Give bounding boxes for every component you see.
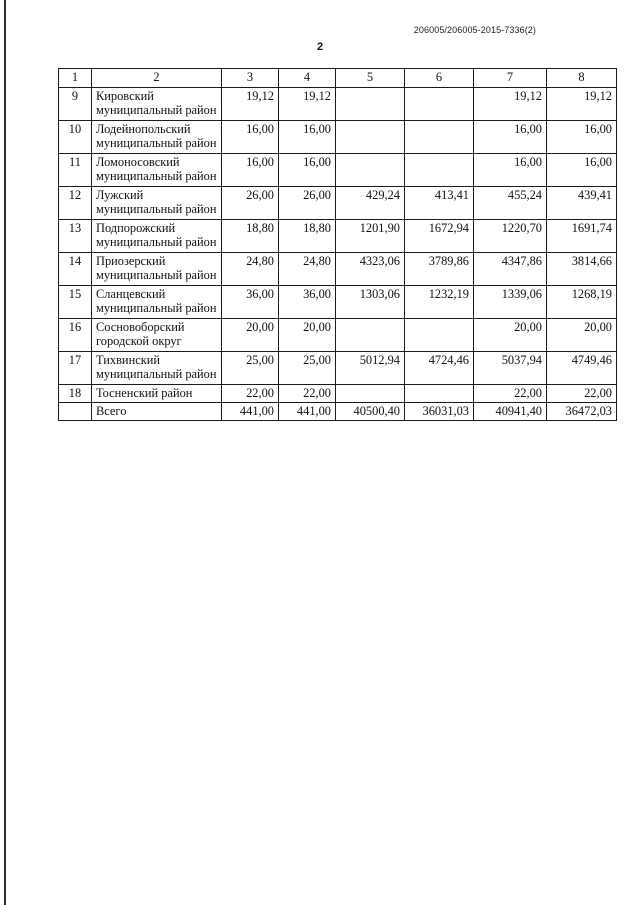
cell-col6 [405,154,474,187]
cell-col6: 1232,19 [405,286,474,319]
cell-col3: 25,00 [222,352,279,385]
cell-col4: 19,12 [279,88,336,121]
cell-col7: 16,00 [474,154,547,187]
table-row [59,352,617,385]
cell-col4: 22,00 [279,385,336,403]
cell-col6: 4724,46 [405,352,474,385]
cell-col6 [405,319,474,352]
cell-col4: 26,00 [279,187,336,220]
cell-col8: 22,00 [547,385,617,403]
row-number: 18 [59,385,92,403]
cell-col7: 455,24 [474,187,547,220]
district-name: Сланцевский муниципальный район [92,286,222,319]
cell-col7: 1339,06 [474,286,547,319]
cell-col6 [405,121,474,154]
total-label: Всего [92,403,222,421]
row-number: 9 [59,88,92,121]
cell-col7: 5037,94 [474,352,547,385]
cell-col8: 1268,19 [547,286,617,319]
cell-col5 [336,88,405,121]
total-col3: 441,00 [222,403,279,421]
cell-col5: 429,24 [336,187,405,220]
total-col5: 40500,40 [336,403,405,421]
row-number [59,403,92,421]
district-name: Лужский муниципальный район [92,187,222,220]
cell-col6: 1672,94 [405,220,474,253]
cell-col8: 16,00 [547,154,617,187]
cell-col5 [336,121,405,154]
cell-col7: 19,12 [474,88,547,121]
cell-col5 [336,154,405,187]
table-row [59,253,617,286]
cell-col7: 4347,86 [474,253,547,286]
total-col4: 441,00 [279,403,336,421]
cell-col8: 4749,46 [547,352,617,385]
cell-col8: 16,00 [547,121,617,154]
table-row [59,187,617,220]
district-name: Приозерский муниципальный район [92,253,222,286]
cell-col3: 19,12 [222,88,279,121]
table-header-row [59,69,617,88]
column-header: 3 [222,69,279,88]
cell-col6: 3789,86 [405,253,474,286]
district-name: Тосненский район [92,385,222,403]
district-name: Сосновоборский городской округ [92,319,222,352]
document-id: 206005/206005-2015-7336(2) [413,25,536,35]
cell-col4: 18,80 [279,220,336,253]
row-number: 13 [59,220,92,253]
table-row [59,286,617,319]
district-name: Подпорожский муниципальный район [92,220,222,253]
district-name: Ломоносовский муниципальный район [92,154,222,187]
column-header: 2 [92,69,222,88]
cell-col3: 18,80 [222,220,279,253]
cell-col5 [336,319,405,352]
table-row [59,220,617,253]
cell-col7: 16,00 [474,121,547,154]
cell-col4: 16,00 [279,154,336,187]
cell-col6: 413,41 [405,187,474,220]
cell-col8: 19,12 [547,88,617,121]
cell-col3: 16,00 [222,121,279,154]
column-header: 6 [405,69,474,88]
table-row [59,385,617,403]
scan-edge-line [4,0,6,905]
table-row [59,319,617,352]
cell-col6 [405,385,474,403]
cell-col4: 20,00 [279,319,336,352]
cell-col5: 1303,06 [336,286,405,319]
total-col7: 40941,40 [474,403,547,421]
district-name: Кировский муниципальный район [92,88,222,121]
cell-col3: 22,00 [222,385,279,403]
cell-col3: 24,80 [222,253,279,286]
cell-col3: 20,00 [222,319,279,352]
row-number: 10 [59,121,92,154]
page-number: 2 [316,41,324,53]
column-header: 7 [474,69,547,88]
cell-col4: 24,80 [279,253,336,286]
cell-col5: 5012,94 [336,352,405,385]
cell-col4: 16,00 [279,121,336,154]
cell-col8: 439,41 [547,187,617,220]
cell-col6 [405,88,474,121]
column-header: 4 [279,69,336,88]
cell-col8: 20,00 [547,319,617,352]
column-header: 1 [59,69,92,88]
cell-col5: 1201,90 [336,220,405,253]
district-name: Лодейнопольский муниципальный район [92,121,222,154]
table-row [59,88,617,121]
column-header: 8 [547,69,617,88]
row-number: 14 [59,253,92,286]
cell-col3: 26,00 [222,187,279,220]
cell-col7: 20,00 [474,319,547,352]
table-total-row [59,403,617,421]
row-number: 12 [59,187,92,220]
cell-col8: 1691,74 [547,220,617,253]
cell-col4: 36,00 [279,286,336,319]
total-col8: 36472,03 [547,403,617,421]
row-number: 17 [59,352,92,385]
cell-col7: 22,00 [474,385,547,403]
row-number: 11 [59,154,92,187]
cell-col4: 25,00 [279,352,336,385]
table-row [59,154,617,187]
data-table [58,68,617,421]
cell-col5 [336,385,405,403]
column-header: 5 [336,69,405,88]
table-row [59,121,617,154]
total-col6: 36031,03 [405,403,474,421]
cell-col7: 1220,70 [474,220,547,253]
row-number: 15 [59,286,92,319]
cell-col8: 3814,66 [547,253,617,286]
cell-col5: 4323,06 [336,253,405,286]
district-name: Тихвинский муниципальный район [92,352,222,385]
cell-col3: 16,00 [222,154,279,187]
cell-col3: 36,00 [222,286,279,319]
row-number: 16 [59,319,92,352]
